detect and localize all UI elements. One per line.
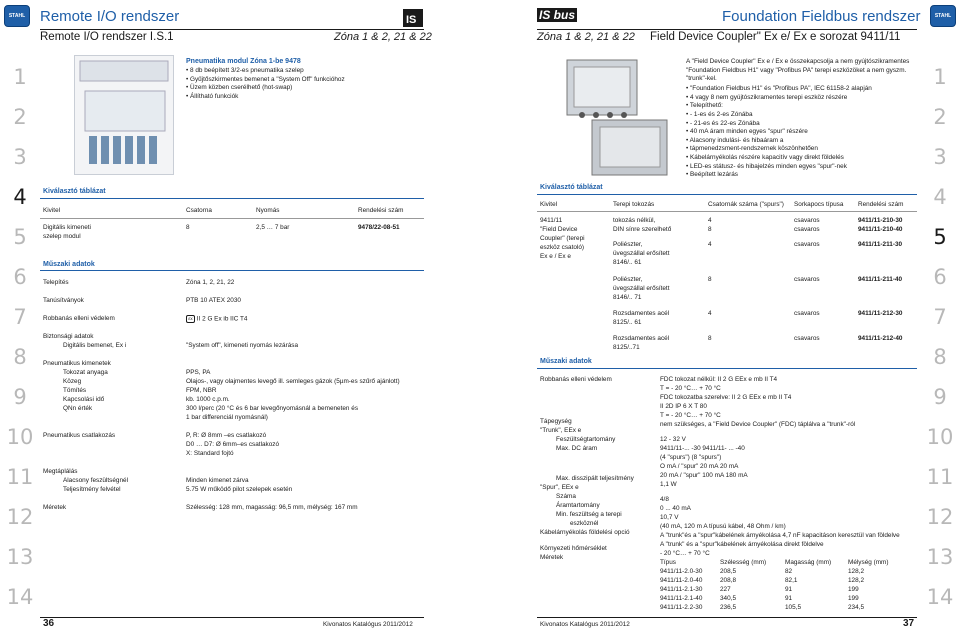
order-number: 9411/11-211-40	[858, 276, 903, 283]
isbus-logo	[537, 8, 577, 28]
selector-cell: "Field Device	[540, 226, 578, 233]
dim-cell: 9411/11-2.0-40	[660, 577, 703, 584]
right-bullet-list	[686, 85, 924, 180]
tech-value: A "trunk" és a "spur"kábelének árnyékolása direkt földelve	[660, 541, 824, 548]
selector-header: Kivitel	[540, 201, 558, 208]
tech-key: Pneumatikus csatlakozás	[43, 432, 116, 439]
selector-cell: 8	[186, 224, 190, 231]
selector-cell: 9411/11	[540, 217, 563, 224]
dim-cell: 91	[785, 595, 793, 602]
right-selector-title: Kiválasztó táblázat	[540, 184, 603, 191]
tech-key: "Spur", EEx e	[540, 484, 579, 491]
tech-value: 300 l/perc (20 °C és 6 bar levegőnyomásnál a bemeneten és	[186, 405, 359, 412]
tech-value: T = - 20 °C… + 70 °C	[660, 385, 721, 392]
tech-value: (4 "spurs") (8 "spurs")	[660, 454, 722, 461]
selector-cell: Digitális kimeneti	[43, 224, 91, 231]
dim-cell: 128,2	[848, 568, 864, 575]
dim-header: Magasság (mm)	[785, 559, 832, 566]
tech-key: Megtáplálás	[43, 468, 78, 475]
selector-cell: eszköz csatoló)	[540, 244, 585, 251]
right-bullet: • 40 mA áram minden egyes "spur" részére	[686, 128, 924, 137]
order-number: 9411/11-211-30	[858, 241, 903, 248]
selector-cell: Poliészter,	[613, 241, 643, 248]
right-bullet: • Telepíthető:	[686, 102, 924, 111]
tech-key: Közeg	[63, 378, 82, 385]
tech-key: Tömítés	[63, 387, 87, 394]
tech-key: QNn érték	[63, 405, 93, 412]
tech-key: Digitális bemenet, Ex i	[63, 342, 127, 349]
right-bullet: • "Foundation Fieldbus H1" és "Profibus PA", IEC 61158-2 alapján	[686, 85, 924, 94]
selector-cell: Coupler" (terepi	[540, 235, 585, 242]
order-number: 9411/11-210-30	[858, 217, 903, 224]
selector-header: Sorkapocs típusa	[794, 201, 844, 208]
tech-key: Min. feszültség a terepi	[556, 511, 622, 518]
selector-cell: 8146/.. 71	[613, 294, 642, 301]
tech-value: FPM, NBR	[186, 387, 217, 394]
tech-value: FDC tokozatba szerelve: II 2 G EEx e mb II T4	[660, 394, 792, 401]
tech-key: "Trunk", EEx e	[540, 427, 582, 434]
selector-cell: 8125/..71	[613, 344, 640, 351]
order-number: 9478/22-08-51	[358, 224, 400, 231]
selector-cell: szelep modul	[43, 233, 81, 240]
selector-cell: 4	[708, 241, 712, 248]
tech-value: kb. 1000 c.p.m.	[186, 396, 230, 403]
dim-cell: 9411/11-2.1-40	[660, 595, 703, 602]
right-bullet: • Kábelárnyékolás részére kapacitív vagy direkt földelés	[686, 154, 924, 163]
left-product-title: Pneumatika modul Zóna 1-be 9478	[186, 58, 301, 65]
tech-value: T = - 20 °C… + 70 °C	[660, 412, 721, 419]
selector-cell: 8125/.. 61	[613, 319, 642, 326]
dim-cell: 208,5	[720, 568, 736, 575]
selector-cell: csavaros	[794, 217, 820, 224]
tech-value: PTB 10 ATEX 2030	[186, 297, 241, 304]
dim-cell: 128,2	[848, 577, 864, 584]
left-tech-title: Műszaki adatok	[43, 261, 95, 268]
tech-value: 0 ... 40 mA	[660, 505, 691, 512]
tech-value: 10,7 V	[660, 514, 679, 521]
selector-cell: 8	[708, 335, 712, 342]
selector-cell: 2,5 … 7 bar	[256, 224, 290, 231]
tech-value: Olajos-, vagy olajmentes levegő ill. semleges gázok (5µm-es szűrő ajánlott)	[186, 378, 400, 385]
selector-header: Csatorna	[186, 207, 212, 214]
right-intro: A "Field Device Coupler" Ex e / Ex e összekapcsolja a nem gyújtószikramentes "Foundation Fieldbus H1" vagy "Profibus PA" terepi eszközöket a nem gyszm. "trunk"-kel.	[686, 58, 910, 83]
tech-key: eszköznél	[570, 520, 599, 527]
tech-value: Minden kimenet zárva	[186, 477, 249, 484]
dim-header: Szélesség (mm)	[720, 559, 767, 566]
right-bullet: • Beépített lezárás	[686, 171, 924, 180]
left-bullet: • 8 db beépített 3/2-es pneumatika szelep	[186, 67, 345, 76]
svg-text:IS: IS	[406, 14, 417, 26]
right-header-sub: Field Device Coupler" Ex e/ Ex e sorozat 9411/11	[650, 31, 901, 43]
selector-cell: 8146/.. 61	[613, 259, 642, 266]
left-header-title: Remote I/O rendszer	[40, 8, 180, 25]
tech-key: Max. DC áram	[556, 445, 598, 452]
tech-value: "System off", kimeneti nyomás lezárása	[186, 342, 299, 349]
right-header-title: Foundation Fieldbus rendszer	[722, 8, 921, 25]
selector-cell: DIN sínre szerelhető	[613, 226, 672, 233]
isbus-logo-text: IS bus	[539, 8, 576, 22]
selector-cell: 8	[708, 226, 712, 233]
selector-header: Terepi tokozás	[613, 201, 655, 208]
tech-key: Méretek	[43, 504, 67, 511]
left-bullet-list	[186, 67, 345, 102]
tech-key: Robbanás elleni védelem	[43, 315, 115, 322]
tech-value: nem szükséges, a "Field Device Coupler" (FDC) táplálva a "trunk"-ról	[660, 421, 856, 428]
tech-value: PPS, PA	[186, 369, 211, 376]
selector-cell: csavaros	[794, 276, 820, 283]
left-selector-title: Kiválasztó táblázat	[43, 188, 106, 195]
stahl-logo: STAHL	[930, 5, 956, 27]
tech-key: Környezeti hőmérséklet	[540, 545, 607, 552]
selector-header: Rendelési szám	[858, 201, 904, 208]
selector-cell: 4	[708, 310, 712, 317]
left-bullet: • Gyűjtőszkirmentes bemenet a "System Off" funkcióhoz	[186, 76, 345, 85]
tech-key: Telepítés	[43, 279, 69, 286]
tech-key: Tokozat anyaga	[63, 369, 108, 376]
dim-cell: 199	[848, 586, 859, 593]
left-footer: Kivonatos Katalógus 2011/2012	[323, 621, 413, 628]
left-bullet: • Üzem közben cserélhető (hot-swap)	[186, 84, 345, 93]
dim-cell: 234,5	[848, 604, 864, 611]
dim-cell: 208,8	[720, 577, 736, 584]
dim-header: Mélység (mm)	[848, 559, 889, 566]
right-bullet: • 4 vagy 8 nem gyújtószikramentes terepi eszköz részére	[686, 94, 924, 103]
tech-value: A "trunk"és a "spur"kábelének árnyékolása 4,7 nF kapacitáson keresztül van földelve	[660, 532, 900, 539]
tech-value: 20 mA / "spur" 100 mA 180 mA	[660, 472, 748, 479]
tech-key: Robbanás elleni védelem	[540, 376, 612, 383]
field-device-coupler-photo	[562, 55, 672, 180]
right-zone: Zóna 1 & 2, 21 & 22	[537, 31, 635, 43]
dim-cell: 105,5	[785, 604, 801, 611]
selector-header: Csatornák száma ("spurs")	[708, 201, 784, 208]
tech-value: II 2D IP 6 X T 80	[660, 403, 707, 410]
left-bullet: • Állítható funkciók	[186, 93, 345, 102]
tech-value: Szélesség: 128 mm, magasság: 96,5 mm, mélység: 167 mm	[186, 504, 358, 511]
tech-key: Pneumatikus kimenetek	[43, 360, 111, 367]
tech-value: (40 mA, 120 m A típusú kábel, 48 Ohm / km)	[660, 523, 786, 530]
right-bullet: • - 21-es és 22-es Zónába	[686, 120, 924, 129]
dim-cell: 9411/11-2.2-30	[660, 604, 703, 611]
dim-cell: 236,5	[720, 604, 736, 611]
tech-value: 9411/11-... -30 9411/11- ... -40	[660, 445, 745, 452]
tech-key: Méretek	[540, 554, 564, 561]
order-number: 9411/11-212-30	[858, 310, 903, 317]
dim-header: Típus	[660, 559, 676, 566]
selector-cell: üvegszállal erősített	[613, 250, 670, 257]
selector-cell: üvegszállal erősített	[613, 285, 670, 292]
dim-cell: 199	[848, 595, 859, 602]
tech-key: Feszültségtartomány	[556, 436, 616, 443]
pneumatic-module-photo	[74, 55, 174, 175]
selector-cell: Rozsdamentes acél	[613, 335, 670, 342]
stahl-logo: STAHL	[4, 5, 30, 27]
tech-key: Kapcsolási idő	[63, 396, 105, 403]
order-number: 9411/11-212-40	[858, 335, 903, 342]
selector-cell: tokozás nélkül,	[613, 217, 656, 224]
tech-value: - 20 °C… + 70 °C	[660, 550, 710, 557]
tech-value: 4/8	[660, 496, 669, 503]
tech-value	[186, 315, 247, 323]
selector-cell: csavaros	[794, 241, 820, 248]
tech-key: Max. disszipált teljesítmény	[556, 475, 634, 482]
right-footer: Kivonatos Katalógus 2011/2012	[540, 621, 630, 628]
tech-value: P, R: Ø 8mm –es csatlakozó	[186, 432, 267, 439]
dim-cell: 9411/11-2.0-30	[660, 568, 703, 575]
tech-value: FDC tokozat nélkül: II 2 G EEx e mb II T4	[660, 376, 778, 383]
selector-cell: 8	[708, 276, 712, 283]
tech-key: Kábelárnyékolás földelési opció	[540, 529, 630, 536]
tech-value: 5.75 W működő pilot szelepek esetén	[186, 486, 293, 493]
dim-cell: 82,1	[785, 577, 798, 584]
left-page-number: 36	[43, 618, 55, 629]
tech-key: Alacsony feszültségnél	[63, 477, 129, 484]
left-header-sub: Remote I/O rendszer I.S.1	[40, 31, 174, 43]
ex-mark-icon	[402, 8, 424, 28]
tech-value-text: II 2 G Ex ib IIC T4	[196, 315, 248, 323]
selector-cell: Rozsdamentes acél	[613, 310, 670, 317]
dim-cell: 91	[785, 586, 793, 593]
selector-header: Rendelési szám	[358, 207, 404, 214]
tech-value: X: Standard fojtó	[186, 450, 234, 457]
dim-cell: 227	[720, 586, 731, 593]
selector-cell: csavaros	[794, 226, 820, 233]
dim-cell: 82	[785, 568, 793, 575]
selector-header: Kivitel	[43, 207, 61, 214]
tech-key: Áramtartomány	[556, 502, 600, 509]
right-bullet: • tápmenedzsment-rendszernek köszönhetően	[686, 145, 924, 154]
left-zone: Zóna 1 & 2, 21 & 22	[334, 31, 432, 43]
right-bullet: • LED-es státusz- és hibajelzés minden egyes "spur"-nek	[686, 163, 924, 172]
tech-value: O mA / "spur" 20 mA 20 mA	[660, 463, 739, 470]
tech-value: D0 … D7: Ø 6mm–es csatlakozó	[186, 441, 280, 448]
tech-value: 12 - 32 V	[660, 436, 686, 443]
selector-cell: csavaros	[794, 310, 820, 317]
dim-cell: 9411/11-2.1-30	[660, 586, 703, 593]
tech-value: Zóna 1, 2, 21, 22	[186, 279, 235, 286]
ex-hexagon-icon: εx	[186, 315, 195, 323]
right-tech-title: Műszaki adatok	[540, 358, 592, 365]
tech-key: Biztonsági adatok	[43, 333, 94, 340]
right-bullet: • - 1-es és 2-es Zónába	[686, 111, 924, 120]
selector-cell: 4	[708, 217, 712, 224]
dim-cell: 340,5	[720, 595, 736, 602]
tech-value: 1,1 W	[660, 481, 677, 488]
right-page-number: 37	[903, 618, 915, 629]
selector-cell: Ex e / Ex e	[540, 253, 571, 260]
tech-value: 1 bar differenciál nyomásnál)	[186, 414, 268, 421]
right-bullet: • Alacsony indulási- és hibaáram a	[686, 137, 924, 146]
selector-cell: csavaros	[794, 335, 820, 342]
selector-header: Nyomás	[256, 207, 280, 214]
selector-cell: Poliészter,	[613, 276, 643, 283]
tech-key: Tanúsítványok	[43, 297, 84, 304]
tech-key: Teljesítmény felvétel	[63, 486, 121, 493]
tech-key: Tápegység	[540, 418, 572, 425]
order-number: 9411/11-210-40	[858, 226, 903, 233]
tech-key: Száma	[556, 493, 576, 500]
